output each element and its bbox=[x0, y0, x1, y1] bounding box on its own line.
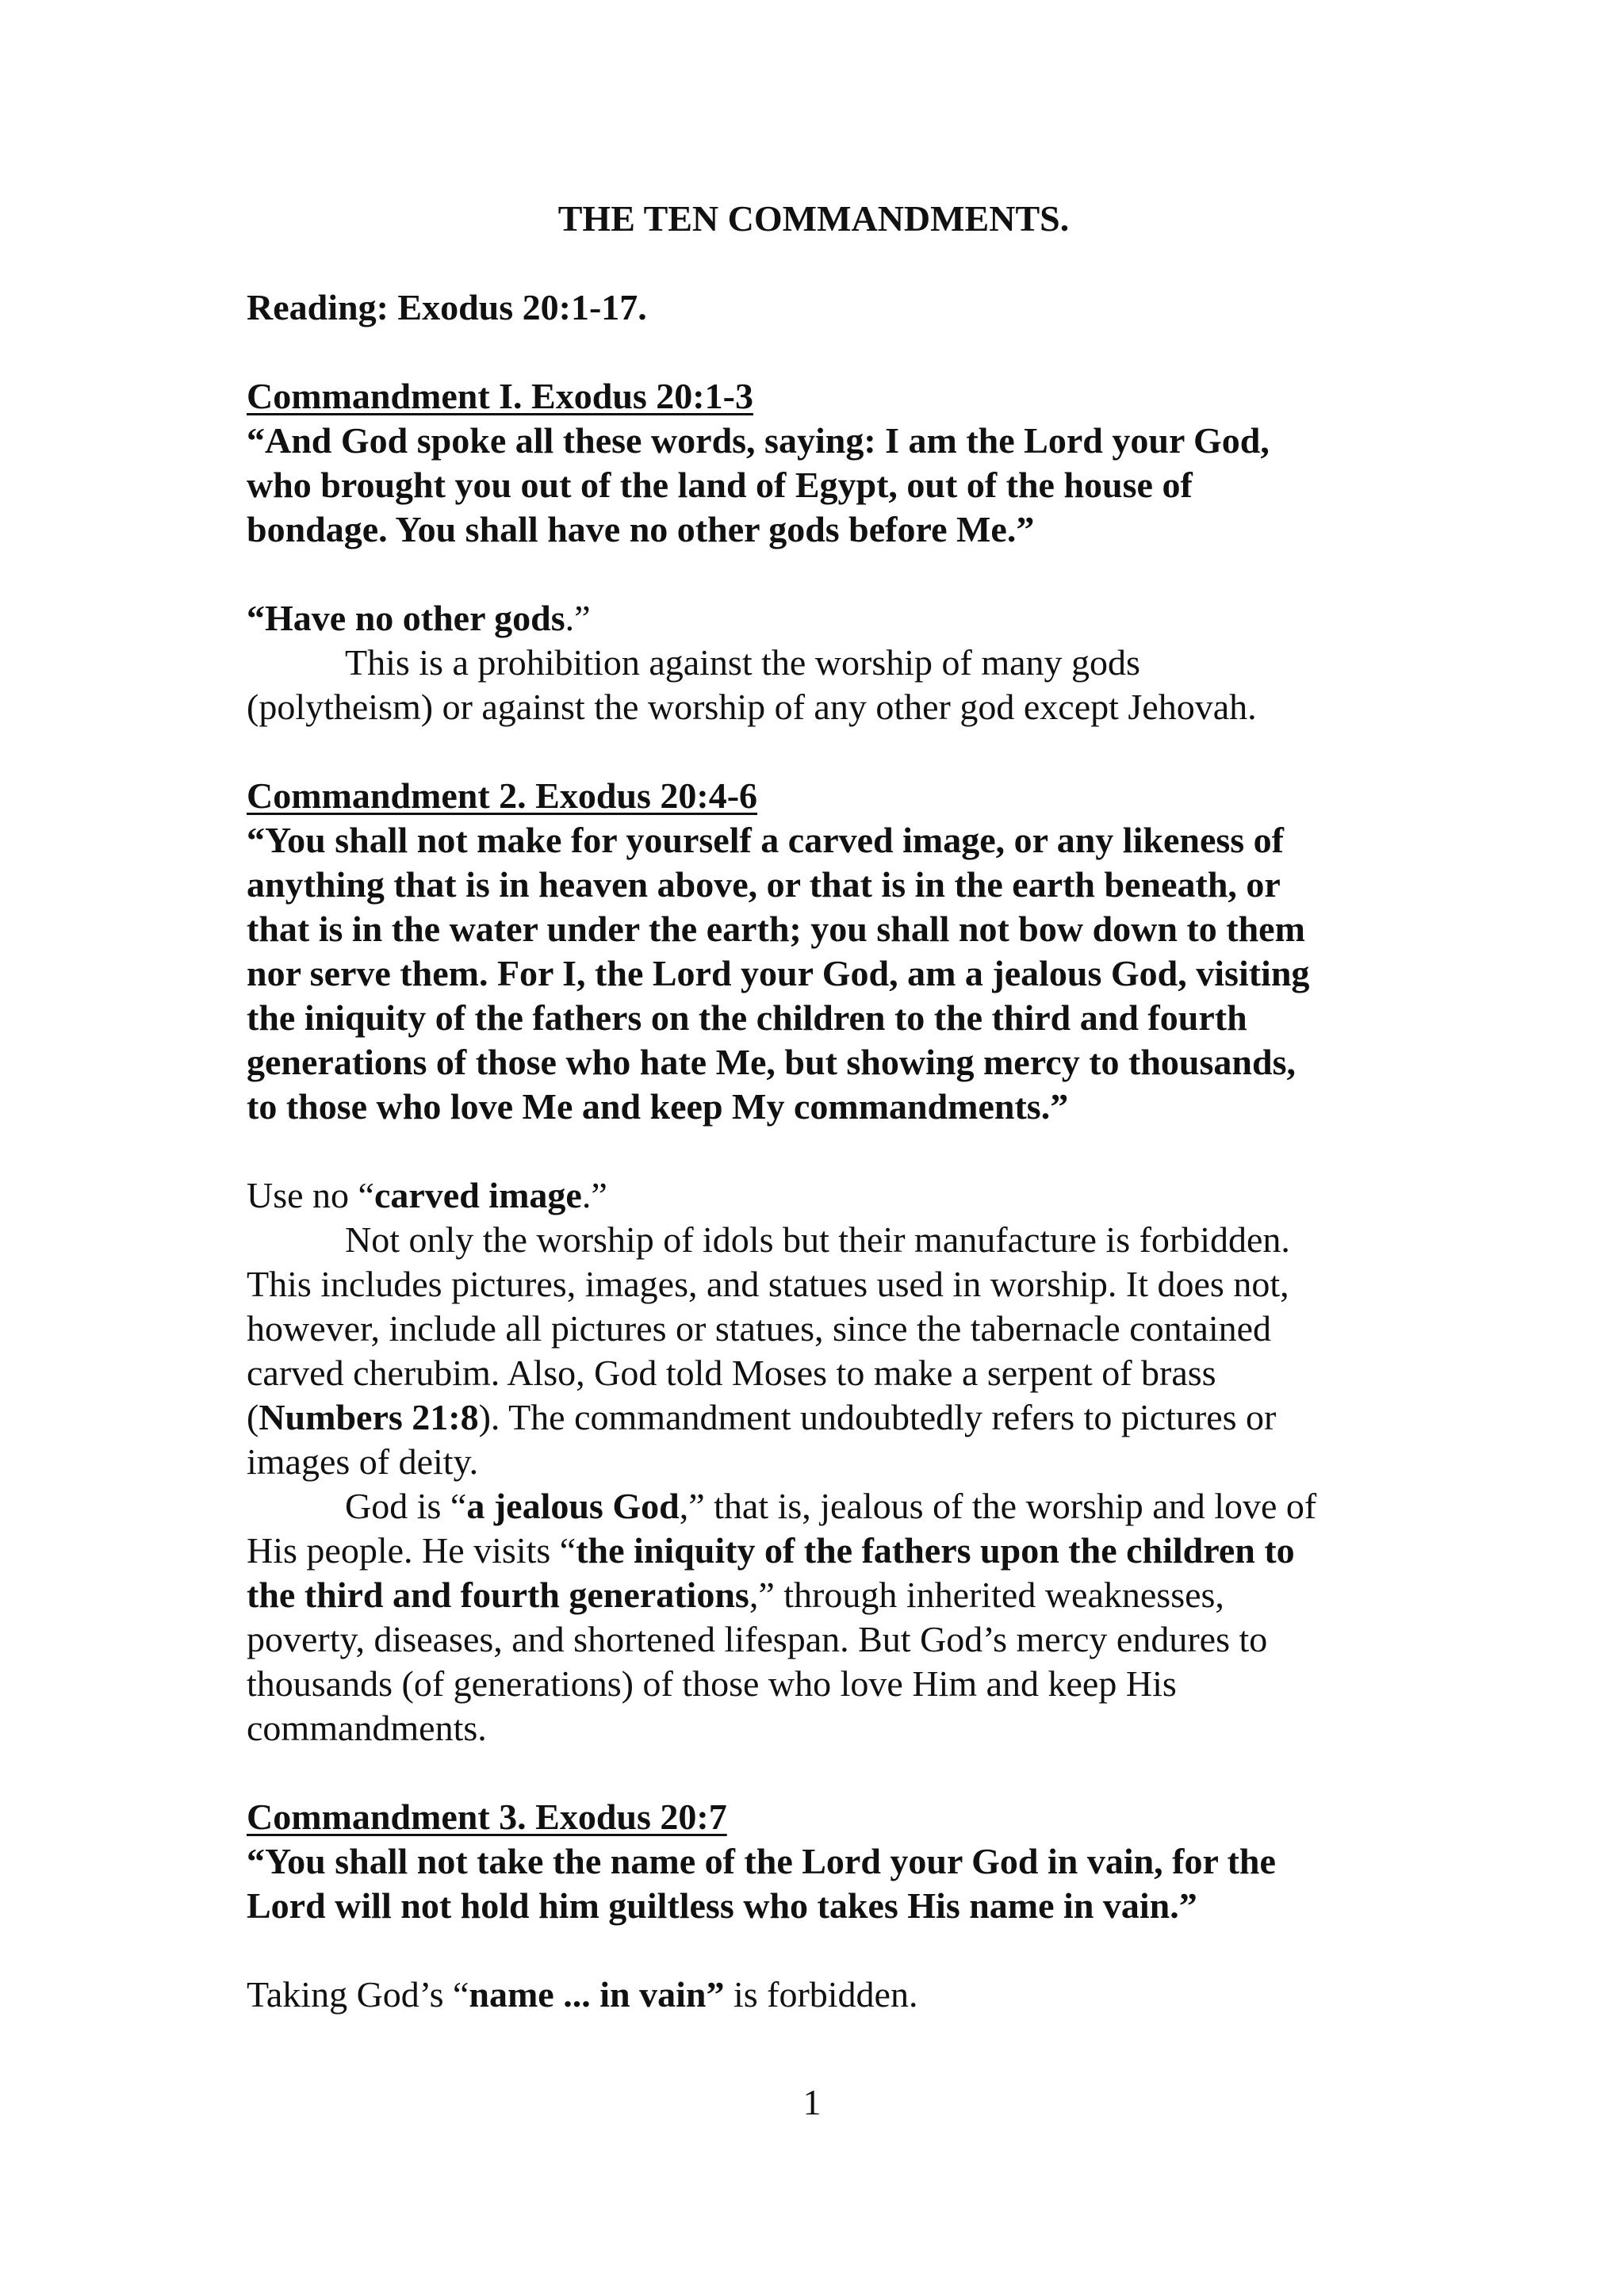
reading-line: Reading: Exodus 20:1-17. bbox=[247, 287, 647, 327]
spacer bbox=[247, 330, 1373, 374]
spacer bbox=[247, 241, 1373, 285]
subheading-text: Taking God’s “ bbox=[247, 1974, 469, 2015]
commandment-2-body-line: commandments. bbox=[247, 1708, 487, 1748]
document-title: THE TEN COMMANDMENTS. bbox=[557, 198, 1070, 239]
commandment-3-section bbox=[247, 1795, 1373, 2017]
commandment-2-body-line: carved cherubim. Also, God told Moses to make a serpent of brass bbox=[247, 1353, 1216, 1393]
commandment-2-quote-line: generations of those who hate Me, but showing mercy to thousands, bbox=[247, 1042, 1296, 1082]
commandment-2-body-line bbox=[247, 1529, 1373, 1573]
commandment-2-quote-line: the iniquity of the fathers on the children to the third and fourth bbox=[247, 997, 1247, 1038]
subheading-bold-text: name ... in vain” bbox=[469, 1974, 725, 2015]
commandment-1-body-line: This is a prohibition against the worship of many gods bbox=[345, 642, 1140, 683]
subheading-text: .” bbox=[581, 1175, 607, 1215]
document-body bbox=[247, 197, 1373, 2017]
subheading-text: Use no “ bbox=[247, 1175, 374, 1215]
commandment-1-quote-line: bondage. You shall have no other gods before Me.” bbox=[247, 509, 1035, 549]
commandment-1-body-line: (polytheism) or against the worship of any other god except Jehovah. bbox=[247, 687, 1257, 727]
commandment-2-body-line: This includes pictures, images, and statues used in worship. It does not, bbox=[247, 1264, 1289, 1304]
spacer bbox=[247, 729, 1373, 774]
commandment-2-body-line: images of deity. bbox=[247, 1441, 479, 1482]
commandment-1-section bbox=[247, 374, 1373, 729]
commandment-1-subheading bbox=[247, 596, 1373, 641]
commandment-2-body-line bbox=[247, 1395, 1373, 1440]
subheading-text: is forbidden. bbox=[724, 1974, 918, 2015]
commandment-2-body-line: however, include all pictures or statues, since the tabernacle contained bbox=[247, 1308, 1272, 1349]
commandment-3-subheading bbox=[247, 1973, 1373, 2017]
commandment-2-heading: Commandment 2. Exodus 20:4-6 bbox=[247, 775, 758, 816]
commandment-2-section bbox=[247, 774, 1373, 1751]
spacer bbox=[247, 1129, 1373, 1173]
body-text: God is “ bbox=[345, 1486, 467, 1526]
body-bold-text: the third and fourth generations bbox=[247, 1575, 749, 1615]
body-text: ( bbox=[247, 1397, 259, 1437]
commandment-1-heading: Commandment I. Exodus 20:1-3 bbox=[247, 376, 753, 416]
commandment-2-quote-line: nor serve them. For I, the Lord your God, am a jealous God, visiting bbox=[247, 953, 1310, 993]
commandment-2-quote-line: anything that is in heaven above, or that is in the earth beneath, or bbox=[247, 864, 1281, 905]
body-text: ,” that is, jealous of the worship and love of bbox=[679, 1486, 1317, 1526]
spacer bbox=[247, 1751, 1373, 1795]
commandment-3-quote-line: Lord will not hold him guiltless who takes His name in vain.” bbox=[247, 1885, 1197, 1926]
body-text: His people. He visits “ bbox=[247, 1530, 576, 1571]
body-bold-text: the iniquity of the fathers upon the children to bbox=[576, 1530, 1295, 1571]
commandment-2-body-line: thousands (of generations) of those who love Him and keep His bbox=[247, 1663, 1177, 1704]
page-number: 1 bbox=[802, 2082, 822, 2122]
scripture-reference: Numbers 21:8 bbox=[259, 1397, 479, 1437]
commandment-1-quote-line: “And God spoke all these words, saying: I am the Lord your God, bbox=[247, 420, 1270, 461]
spacer bbox=[247, 552, 1373, 596]
commandment-2-body-line bbox=[247, 1573, 1373, 1617]
subheading-bold-text: “Have no other gods bbox=[247, 598, 565, 638]
subheading-bold-text: carved image bbox=[373, 1175, 582, 1215]
commandment-3-heading: Commandment 3. Exodus 20:7 bbox=[247, 1797, 727, 1837]
body-text: ,” through inherited weaknesses, bbox=[749, 1575, 1224, 1615]
commandment-2-body-line bbox=[247, 1484, 1373, 1529]
commandment-3-quote-line: “You shall not take the name of the Lord your God in vain, for the bbox=[247, 1841, 1276, 1881]
commandment-2-quote-line: that is in the water under the earth; you shall not bow down to them bbox=[247, 909, 1305, 949]
subheading-text: .” bbox=[565, 598, 591, 638]
commandment-2-body-line: poverty, diseases, and shortened lifespan. But God’s mercy endures to bbox=[247, 1619, 1268, 1659]
commandment-2-quote-line: “You shall not make for yourself a carved image, or any likeness of bbox=[247, 820, 1284, 860]
commandment-2-quote-line: to those who love Me and keep My commandments.” bbox=[247, 1086, 1069, 1127]
commandment-2-subheading bbox=[247, 1173, 1373, 1218]
commandment-2-body-line: Not only the worship of idols but their manufacture is forbidden. bbox=[345, 1219, 1290, 1260]
body-text: ). The commandment undoubtedly refers to pictures or bbox=[478, 1397, 1277, 1437]
commandment-1-quote-line: who brought you out of the land of Egypt, out of the house of bbox=[247, 465, 1193, 505]
body-bold-text: a jealous God bbox=[466, 1486, 680, 1526]
spacer bbox=[247, 1928, 1373, 1973]
